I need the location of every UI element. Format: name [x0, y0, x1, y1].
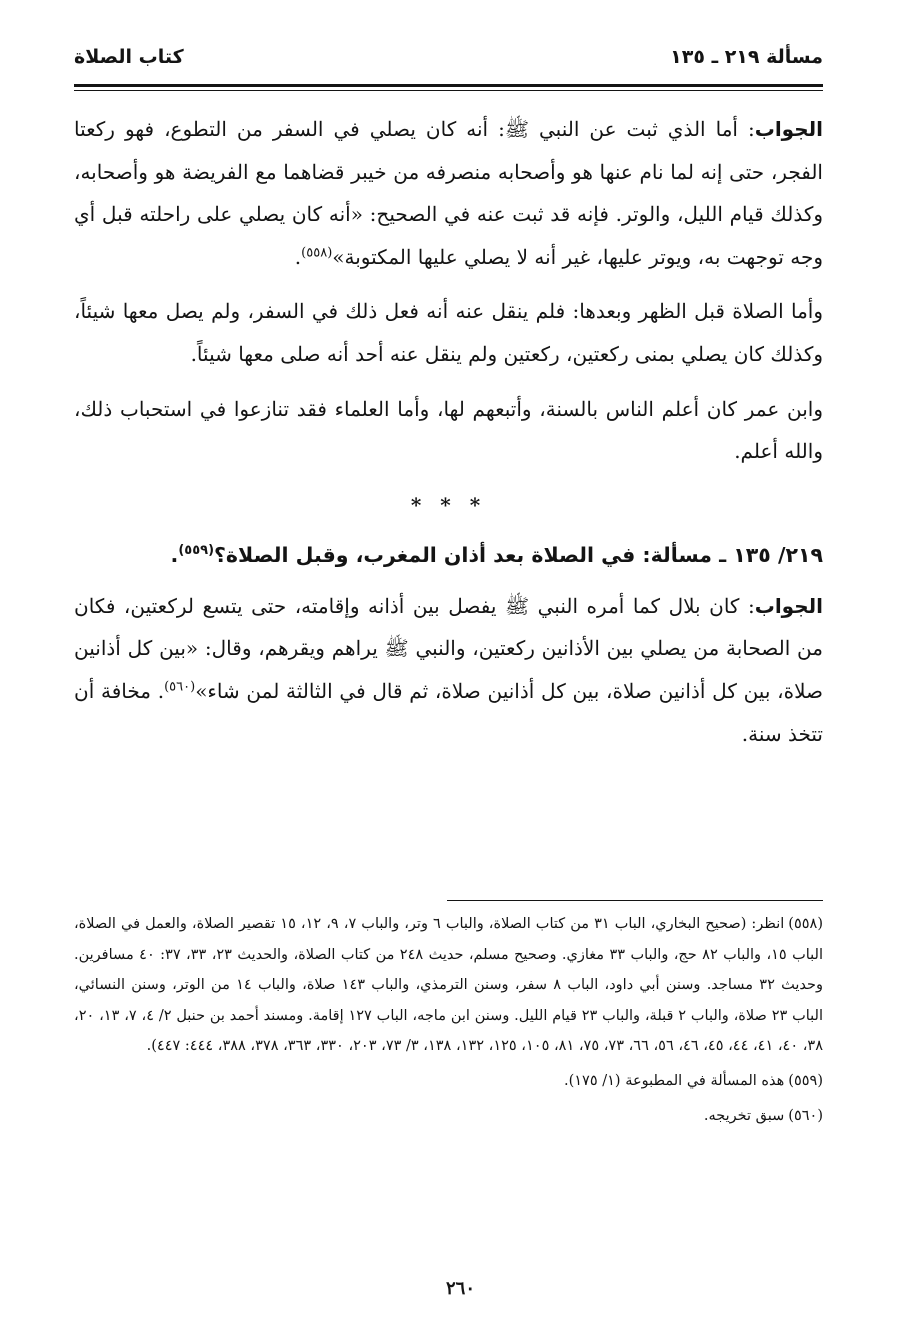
answer-paragraph-1-text: : أما الذي ثبت عن النبي ﷺ: أنه كان يصلي في السفر من التطوع، فهو ركعتا الفجر، حتى إنه لما نام عنها هو وأصحابه منصرفه من خيبر قضاهما مع الفريضة هو وأصحابه، وكذلك قيام الليل، والوتر. فإنه قد ثبت عنه في الصحيح: «أنه كان يصلي على راحلته قبل أي وجه توجهت به، ويوتر عليها، غير أنه لا يصلي عليها المكتوبة» — [74, 117, 823, 269]
footnote-item — [74, 1066, 823, 1097]
running-header — [74, 40, 823, 74]
section-separator: * * * — [410, 492, 487, 517]
question-heading-text: ٢١٩/ ١٣٥ ـ مسألة: في الصلاة بعد أذان المغرب، وقبل الصلاة؟ — [214, 542, 823, 567]
footnote-number: (٥٥٨) — [788, 916, 823, 932]
footnote-text: انظر: (صحيح البخاري، الباب ٣١ من كتاب الصلاة، والباب ٦ وتر، والباب ٧، ٩، ١٢، ١٥ تقصير الصلاة، والعمل في الصلاة، الباب ١٥، والباب ٨٢ حج، والباب ٣٣ مغازي. وصحيح مسلم، حديث ٢٤٨ من كتاب الصلاة، والحديث ٢٣، ٣٣، ٣٧: ٤٠ مسافرين. وحديث ٣٢ مساجد. وسنن أبي داود، الباب ٨ سفر، وسنن الترمذي، والباب ١٤٣ صلاة، والباب ١٤ من الوتر، وسنن النسائي، الباب ٢٣ صلاة، والباب ٢ قبلة، والباب ٢٣ قيام الليل. وسنن ابن ماجه، الباب ١٢٧ إقامة. ومسند أحمد بن حنبل ٢/ ٤، ٧، ١٣، ٢٠، ٣٨، ٤٠، ٤١، ٤٤، ٤٥، ٤٦، ٥٦، ٦٦، ٧٣، ٧٥، ٨١، ١٠٥، ١٢٥، ١٣٢، ١٣٨، ٣/ ٧٣، ٢٠٣، ٣٣٠، ٣٦٣، ٣٧٨، ٣٨٨، ٤٤٤: ٤٤٧). — [74, 916, 824, 1055]
answer-lead-word: الجواب — [754, 117, 823, 141]
footnote-text: هذه المسألة في المطبوعة (١/ ١٧٥). — [563, 1072, 785, 1089]
footnote-text: سبق تخريجه. — [703, 1107, 785, 1124]
answer-lead-word-2: الجواب — [754, 593, 823, 618]
header-section-label: مسألة ٢١٩ ـ ١٣٥ — [670, 46, 823, 68]
footnote-ref-558: (٥٥٨) — [301, 245, 333, 261]
answer-paragraph-1 — [74, 108, 823, 278]
answer-paragraph-2: وأما الصلاة قبل الظهر وبعدها: فلم ينقل عنه أنه فعل ذلك في السفر، ولم يصل معها شيئاً، وكذلك كان يصلي بمنى ركعتين، ركعتين ولم ينقل عنه أحد أنه صلى معها شيئاً. — [74, 299, 823, 366]
footnote-ref-559: (٥٥٩) — [178, 542, 215, 558]
footnote-number: (٥٥٩) — [788, 1072, 823, 1089]
answer-paragraph-4-text: : كان بلال كما أمره النبي ﷺ يفصل بين أذانه وإقامته، حتى يتسع لركعتين، فكان من الصحابة من يصلي بين الأذانين ركعتين، والنبي ﷺ يراهم ويقرهم، وقال: «بين كل أذانين صلاة، بين كل أذانين صلاة، بين كل أذانين صلاة، ثم قال في الثالثة لمن شاء» — [74, 593, 823, 703]
footnote-item — [74, 1101, 823, 1132]
footnote-number: (٥٦٠) — [788, 1107, 823, 1124]
header-rule-thick — [74, 84, 823, 87]
header-rule-thin — [74, 90, 823, 91]
footnote-separator-rule — [447, 900, 823, 901]
answer-paragraph-4-end: . مخافة أن تتخذ سنة. — [74, 678, 823, 746]
page-number: ٢٦٠ — [445, 1278, 475, 1299]
footnote-item — [74, 909, 823, 1062]
header-book-title: كتاب الصلاة — [74, 46, 184, 68]
main-text — [74, 108, 823, 767]
answer-paragraph-3: وابن عمر كان أعلم الناس بالسنة، وأتبعهم لها، وأما العلماء فقد تنازعوا في استحباب ذلك، والله أعلم. — [74, 396, 823, 464]
answer-paragraph-4 — [74, 585, 823, 755]
footnote-ref-560: (٥٦٠) — [164, 679, 196, 695]
question-heading — [74, 531, 823, 579]
answer-paragraph-1-end: . — [294, 244, 302, 269]
question-heading-end: . — [170, 542, 179, 567]
footnotes — [74, 909, 823, 1135]
